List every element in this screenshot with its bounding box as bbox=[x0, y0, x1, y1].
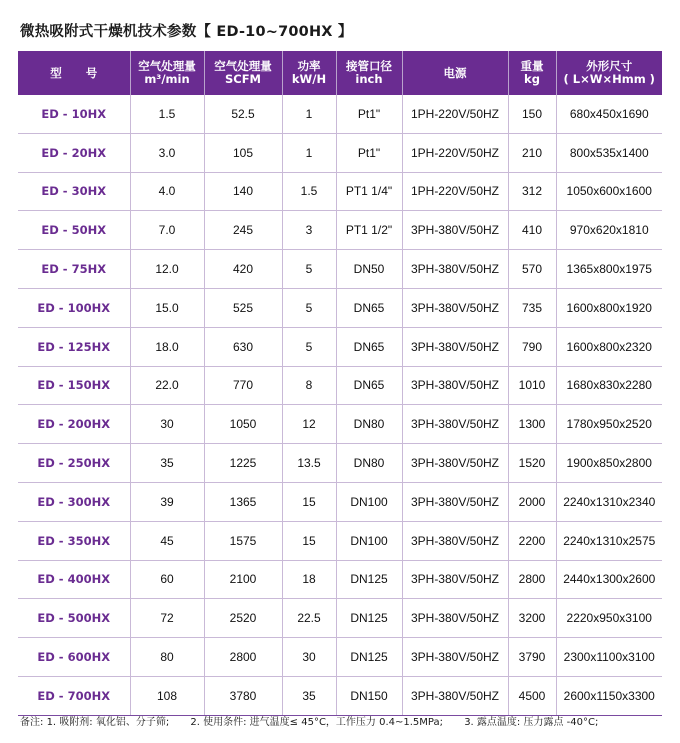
table-cell: 2240x1310x2340 bbox=[556, 482, 662, 521]
model-cell: ED - 50HX bbox=[18, 211, 130, 250]
table-row bbox=[18, 366, 662, 405]
table-cell: 3PH-380V/50HZ bbox=[402, 250, 508, 289]
table-row bbox=[18, 521, 662, 560]
table-row bbox=[18, 172, 662, 211]
table-row bbox=[18, 482, 662, 521]
table-cell: Pt1" bbox=[336, 133, 402, 172]
footnote-item: 3. 露点温度: 压力露点 -40°C; bbox=[464, 717, 599, 728]
table-cell: 1300 bbox=[508, 405, 556, 444]
table-cell: 2800 bbox=[204, 638, 282, 677]
table-cell: 210 bbox=[508, 133, 556, 172]
table-row bbox=[18, 327, 662, 366]
table-cell: DN80 bbox=[336, 405, 402, 444]
table-cell: 15 bbox=[282, 521, 336, 560]
table-cell: 2100 bbox=[204, 560, 282, 599]
table-cell: 2220x950x3100 bbox=[556, 599, 662, 638]
spec-table-container bbox=[18, 51, 662, 716]
table-cell: 3PH-380V/50HZ bbox=[402, 327, 508, 366]
model-cell: ED - 300HX bbox=[18, 482, 130, 521]
table-cell: DN65 bbox=[336, 366, 402, 405]
table-cell: 1780x950x2520 bbox=[556, 405, 662, 444]
table-cell: 525 bbox=[204, 288, 282, 327]
table-cell: 2800 bbox=[508, 560, 556, 599]
column-header-title: 功率 bbox=[297, 59, 321, 73]
table-cell: PT1 1/4" bbox=[336, 172, 402, 211]
table-cell: 13.5 bbox=[282, 444, 336, 483]
table-cell: 970x620x1810 bbox=[556, 211, 662, 250]
table-cell: 15.0 bbox=[130, 288, 204, 327]
table-cell: PT1 1/2" bbox=[336, 211, 402, 250]
table-cell: 2200 bbox=[508, 521, 556, 560]
column-header-title: 电源 bbox=[443, 65, 467, 80]
table-row bbox=[18, 288, 662, 327]
table-cell: 1575 bbox=[204, 521, 282, 560]
model-cell: ED - 200HX bbox=[18, 405, 130, 444]
table-cell: 45 bbox=[130, 521, 204, 560]
table-cell: DN80 bbox=[336, 444, 402, 483]
model-cell: ED - 125HX bbox=[18, 327, 130, 366]
table-cell: 770 bbox=[204, 366, 282, 405]
table-cell: 3PH-380V/50HZ bbox=[402, 211, 508, 250]
table-cell: 570 bbox=[508, 250, 556, 289]
table-cell: 5 bbox=[282, 288, 336, 327]
model-cell: ED - 75HX bbox=[18, 250, 130, 289]
model-cell: ED - 100HX bbox=[18, 288, 130, 327]
table-cell: 3PH-380V/50HZ bbox=[402, 521, 508, 560]
table-cell: 5 bbox=[282, 327, 336, 366]
table-row bbox=[18, 638, 662, 677]
table-cell: DN125 bbox=[336, 599, 402, 638]
table-cell: 39 bbox=[130, 482, 204, 521]
table-cell: 800x535x1400 bbox=[556, 133, 662, 172]
table-cell: 150 bbox=[508, 95, 556, 133]
model-cell: ED - 150HX bbox=[18, 366, 130, 405]
table-row bbox=[18, 250, 662, 289]
table-cell: Pt1" bbox=[336, 95, 402, 133]
table-row bbox=[18, 599, 662, 638]
table-cell: 3PH-380V/50HZ bbox=[402, 444, 508, 483]
column-header bbox=[402, 51, 508, 95]
table-row bbox=[18, 211, 662, 250]
footnote-label: 备注: bbox=[20, 717, 44, 728]
model-cell: ED - 600HX bbox=[18, 638, 130, 677]
table-cell: 1.5 bbox=[282, 172, 336, 211]
table-cell: DN100 bbox=[336, 482, 402, 521]
table-cell: 1365 bbox=[204, 482, 282, 521]
table-cell: 4500 bbox=[508, 676, 556, 715]
table-cell: 3 bbox=[282, 211, 336, 250]
table-cell: 2000 bbox=[508, 482, 556, 521]
column-header-unit: m³/min bbox=[144, 72, 190, 86]
table-cell: 3PH-380V/50HZ bbox=[402, 482, 508, 521]
table-cell: 3PH-380V/50HZ bbox=[402, 599, 508, 638]
table-body bbox=[18, 95, 662, 715]
table-cell: 5 bbox=[282, 250, 336, 289]
table-cell: 420 bbox=[204, 250, 282, 289]
table-cell: 4.0 bbox=[130, 172, 204, 211]
table-cell: 2440x1300x2600 bbox=[556, 560, 662, 599]
table-cell: 1600x800x1920 bbox=[556, 288, 662, 327]
model-cell: ED - 500HX bbox=[18, 599, 130, 638]
spec-table bbox=[18, 51, 662, 716]
column-header-title: 型 号 bbox=[50, 65, 108, 80]
page-title: 微热吸附式干燥机技术参数【 ED-10~700HX 】 bbox=[20, 24, 353, 40]
table-cell: 80 bbox=[130, 638, 204, 677]
table-cell: DN65 bbox=[336, 288, 402, 327]
table-cell: 52.5 bbox=[204, 95, 282, 133]
table-cell: 35 bbox=[282, 676, 336, 715]
model-cell: ED - 250HX bbox=[18, 444, 130, 483]
table-cell: 1225 bbox=[204, 444, 282, 483]
column-header-unit: kW/H bbox=[291, 72, 327, 86]
model-cell: ED - 350HX bbox=[18, 521, 130, 560]
table-cell: 3PH-380V/50HZ bbox=[402, 560, 508, 599]
table-cell: 2300x1100x3100 bbox=[556, 638, 662, 677]
table-cell: 1PH-220V/50HZ bbox=[402, 95, 508, 133]
table-cell: 1600x800x2320 bbox=[556, 327, 662, 366]
table-cell: 18 bbox=[282, 560, 336, 599]
table-cell: 3PH-380V/50HZ bbox=[402, 638, 508, 677]
table-cell: 60 bbox=[130, 560, 204, 599]
column-header-unit: kg bbox=[524, 72, 540, 86]
table-cell: DN125 bbox=[336, 560, 402, 599]
table-cell: 790 bbox=[508, 327, 556, 366]
column-header-title: 重量 bbox=[520, 59, 544, 73]
footnote-item: 1. 吸附剂: 氧化铝、分子筛; bbox=[46, 717, 170, 728]
table-cell: 140 bbox=[204, 172, 282, 211]
table-cell: 8 bbox=[282, 366, 336, 405]
table-cell: 3200 bbox=[508, 599, 556, 638]
column-header-title: 空气处理量 bbox=[214, 59, 272, 73]
table-cell: 1010 bbox=[508, 366, 556, 405]
table-cell: 1PH-220V/50HZ bbox=[402, 133, 508, 172]
column-header-title: 接管口径 bbox=[346, 59, 392, 73]
table-cell: 22.0 bbox=[130, 366, 204, 405]
table-cell: 3790 bbox=[508, 638, 556, 677]
table-cell: DN65 bbox=[336, 327, 402, 366]
model-cell: ED - 30HX bbox=[18, 172, 130, 211]
table-cell: DN150 bbox=[336, 676, 402, 715]
table-cell: 2520 bbox=[204, 599, 282, 638]
table-cell: 735 bbox=[508, 288, 556, 327]
footnote bbox=[20, 713, 616, 728]
model-cell: ED - 400HX bbox=[18, 560, 130, 599]
table-cell: 30 bbox=[282, 638, 336, 677]
table-row bbox=[18, 405, 662, 444]
table-cell: 3780 bbox=[204, 676, 282, 715]
header-row bbox=[18, 51, 662, 95]
table-row bbox=[18, 676, 662, 715]
column-header-unit: inch bbox=[355, 72, 383, 86]
column-header-title: 空气处理量 bbox=[138, 59, 196, 73]
table-header bbox=[18, 51, 662, 95]
column-header bbox=[556, 51, 662, 95]
table-cell: 22.5 bbox=[282, 599, 336, 638]
table-cell: 3.0 bbox=[130, 133, 204, 172]
table-cell: 30 bbox=[130, 405, 204, 444]
table-cell: 12.0 bbox=[130, 250, 204, 289]
model-cell: ED - 10HX bbox=[18, 95, 130, 133]
table-cell: 1680x830x2280 bbox=[556, 366, 662, 405]
table-cell: 1050 bbox=[204, 405, 282, 444]
column-header bbox=[282, 51, 336, 95]
table-row bbox=[18, 444, 662, 483]
table-cell: 72 bbox=[130, 599, 204, 638]
table-cell: 1520 bbox=[508, 444, 556, 483]
column-header-title: 外形尺寸 bbox=[586, 59, 633, 73]
column-header-unit: ( L×W×Hmm ) bbox=[563, 72, 655, 86]
column-header bbox=[18, 51, 130, 95]
table-row bbox=[18, 133, 662, 172]
table-cell: 1.5 bbox=[130, 95, 204, 133]
table-cell: 15 bbox=[282, 482, 336, 521]
table-cell: 410 bbox=[508, 211, 556, 250]
table-cell: 18.0 bbox=[130, 327, 204, 366]
column-header-unit: SCFM bbox=[224, 72, 262, 86]
table-cell: DN125 bbox=[336, 638, 402, 677]
table-cell: 245 bbox=[204, 211, 282, 250]
table-cell: 3PH-380V/50HZ bbox=[402, 676, 508, 715]
column-header bbox=[130, 51, 204, 95]
footnote-item: 2. 使用条件: 进气温度≤ 45°C，工作压力 0.4~1.5MPa; bbox=[190, 717, 443, 728]
table-cell: 2600x1150x3300 bbox=[556, 676, 662, 715]
table-cell: 3PH-380V/50HZ bbox=[402, 288, 508, 327]
table-cell: DN100 bbox=[336, 521, 402, 560]
table-cell: 35 bbox=[130, 444, 204, 483]
table-row bbox=[18, 560, 662, 599]
model-cell: ED - 20HX bbox=[18, 133, 130, 172]
table-cell: 1PH-220V/50HZ bbox=[402, 172, 508, 211]
table-cell: 630 bbox=[204, 327, 282, 366]
column-header bbox=[204, 51, 282, 95]
table-cell: 7.0 bbox=[130, 211, 204, 250]
table-cell: 680x450x1690 bbox=[556, 95, 662, 133]
table-row bbox=[18, 95, 662, 133]
table-cell: 1365x800x1975 bbox=[556, 250, 662, 289]
table-cell: 3PH-380V/50HZ bbox=[402, 366, 508, 405]
table-cell: DN50 bbox=[336, 250, 402, 289]
table-cell: 12 bbox=[282, 405, 336, 444]
model-cell: ED - 700HX bbox=[18, 676, 130, 715]
table-cell: 1050x600x1600 bbox=[556, 172, 662, 211]
table-cell: 1 bbox=[282, 133, 336, 172]
table-cell: 312 bbox=[508, 172, 556, 211]
table-cell: 2240x1310x2575 bbox=[556, 521, 662, 560]
table-cell: 1900x850x2800 bbox=[556, 444, 662, 483]
table-cell: 108 bbox=[130, 676, 204, 715]
table-cell: 3PH-380V/50HZ bbox=[402, 405, 508, 444]
column-header bbox=[508, 51, 556, 95]
table-cell: 105 bbox=[204, 133, 282, 172]
column-header bbox=[336, 51, 402, 95]
table-cell: 1 bbox=[282, 95, 336, 133]
